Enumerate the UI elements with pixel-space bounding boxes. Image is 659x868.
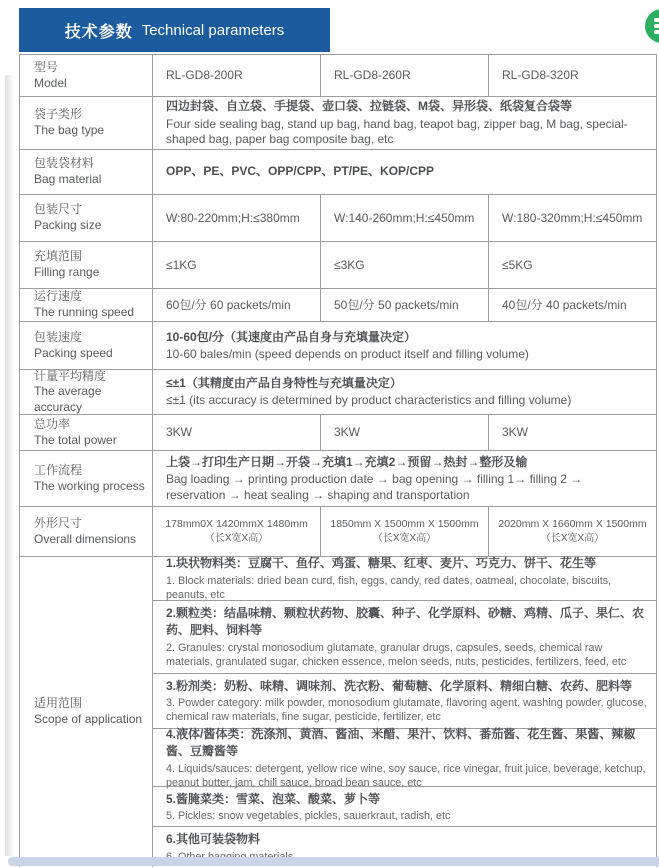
dimensions-cell: [321, 507, 489, 556]
row-label: [20, 415, 153, 450]
row-label-en: Bag material: [34, 172, 102, 186]
scope-list: [153, 557, 656, 867]
bag-material-value: OPP、PE、PVC、OPP/CPP、PT/PE、KOP/CPP: [166, 164, 435, 179]
scope-item-cn: 4.液体/酱体类：洗涤剂、黄酒、酱油、米醋、果汁、饮料、番茄酱、花生酱、果酱、辣椒酱、豆瓣酱等: [166, 726, 636, 759]
row-label-en: Overall dimensions: [34, 531, 137, 546]
row-label-cn: 袋子类形: [34, 107, 83, 122]
table-row-scope-of-application: [20, 557, 656, 867]
page-edge-shadow: [5, 75, 14, 856]
model-cell: RL-GD8-260R: [321, 55, 489, 96]
working-process-cell: [153, 451, 656, 506]
average-accuracy-en: ≤±1 (its accuracy is determined by product characteristics and filling volume): [166, 393, 572, 408]
row-label-en: The working process: [34, 478, 145, 493]
row-label: [20, 150, 153, 194]
bag-material-cell: [153, 150, 656, 194]
scope-item-pickles: [153, 787, 656, 827]
working-process-en: Bag loading → printing production date → bag opening → filling 1→ filling 2 → reservation → heat sealing → shaping and transportation: [166, 472, 583, 502]
row-label-cn: 计量平均精度: [34, 368, 107, 383]
row-label-en: The total power: [34, 432, 117, 447]
table-row-packing-size: [20, 195, 656, 242]
row-label-cn: 包装尺寸: [34, 202, 83, 217]
row-label-en: Filling range: [34, 265, 100, 279]
filling-range-cell: ≤3KG: [321, 242, 489, 288]
row-label-en: The running speed: [34, 305, 135, 319]
bottom-bar: [8, 857, 659, 866]
dimensions-size: 1850mm X 1500mm X 1500mm: [330, 518, 479, 531]
bag-type-cell: [153, 97, 656, 149]
table-row-total-power: [20, 415, 656, 451]
scope-item-en: 5. Pickles: snow vegetables, pickles, sauerkraut, radish, etc: [166, 809, 451, 822]
row-label: [20, 97, 153, 149]
row-label: [20, 242, 153, 288]
table-row-overall-dimensions: [20, 507, 656, 557]
scope-item-en: 3. Powder category: milk powder, monosodium glutamate, flavoring agent, washing powder, glucose, chemical raw materials, fine sugar, pesticide, fertilizer, etc: [166, 697, 647, 724]
dimensions-cell: [489, 507, 656, 556]
total-power-cell: 3KW: [321, 415, 489, 450]
row-label: [20, 507, 153, 556]
row-label-en: The average accuracy: [34, 384, 102, 414]
section-header: [19, 8, 330, 52]
scope-item-block-materials: [153, 557, 656, 601]
filling-range-cell: ≤1KG: [153, 242, 321, 288]
section-title-cn: 技术参数: [64, 23, 133, 41]
total-power-cell: 3KW: [502, 425, 529, 440]
row-label-cn: 外形尺寸: [34, 515, 83, 530]
table-row-working-process: [20, 451, 656, 507]
model-cell: RL-GD8-200R: [153, 55, 321, 96]
running-speed-cell: 40包/分 40 packets/min: [502, 297, 627, 312]
running-speed-cell: 50包/分 50 packets/min: [321, 289, 489, 321]
table-row-running-speed: [20, 289, 656, 322]
row-label: [20, 451, 153, 506]
row-label-cn: 适用范围: [34, 696, 83, 711]
bag-type-en: Four side sealing bag, stand up bag, hand bag, teapot bag, zipper bag, M bag, special-shaped bag, paper bag composite bag, etc: [166, 116, 628, 147]
row-label-cn: 运行速度: [34, 289, 83, 304]
table-row-model: [20, 55, 656, 97]
packing-size-cell: W:140-260mm;H:≤450mm: [321, 195, 489, 241]
table-row-packing-speed: [20, 322, 656, 370]
table-row-average-accuracy: [20, 370, 656, 415]
running-speed-cell: 60包/分 60 packets/min: [153, 289, 321, 321]
row-label: [20, 195, 153, 241]
row-label-cn: 包装速度: [34, 329, 83, 344]
packing-size-cell: W:80-220mm;H:≤380mm: [153, 195, 321, 241]
average-accuracy-cell: [153, 370, 656, 414]
row-label: [20, 322, 153, 369]
scope-item-liquids-sauces: [153, 726, 656, 789]
spec-table: [19, 54, 657, 867]
scope-item-cn: 3.粉剂类：奶粉、味精、调味剂、洗衣粉、葡萄糖、化学原料、精细白糖、农药、肥料等: [166, 678, 633, 693]
list-icon-bar: [654, 30, 659, 34]
row-label-cn: 充填范围: [34, 249, 83, 264]
scope-item-cn: 1.块状物料类：豆腐干、鱼仔、鸡蛋、糖果、红枣、麦片、巧克力、饼干、花生等: [166, 556, 597, 571]
row-label: [20, 55, 153, 96]
row-label-cn: 总功率: [34, 416, 71, 431]
scope-item-cn: 6.其他可装袋物料: [166, 832, 261, 847]
dimensions-note: （长X宽X高）: [540, 532, 605, 544]
model-cell: RL-GD8-320R: [502, 68, 579, 83]
packing-speed-cell: [153, 322, 656, 369]
row-label: [20, 289, 153, 321]
dimensions-cell: [153, 507, 321, 556]
average-accuracy-cn: ≤±1（其精度由产品自身特性与充填量决定）: [166, 376, 402, 390]
scope-item-powder: [153, 674, 656, 729]
total-power-cell: 3KW: [153, 415, 321, 450]
row-label: [20, 557, 153, 867]
packing-size-cell: W:180-320mm;H:≤450mm: [502, 210, 643, 225]
scope-item-cn: 2.颗粒类：结晶味精、颗粒状药物、胶囊、种子、化学原料、砂糖、鸡精、瓜子、果仁、农药、肥料、饲料等: [166, 606, 645, 638]
packing-speed-en: 10-60 bales/min (speed depends on product itself and filling volume): [166, 346, 529, 361]
row-label-en: Model: [34, 75, 67, 90]
scope-item-en: 2. Granules: crystal monosodium glutamate, granular drugs, capsules, seeds, chemical raw materials, granulated sugar, chicken essence, melon seeds, nuts, pesticides, fertilizers, feed, etc: [166, 641, 627, 668]
filling-range-cell: ≤5KG: [502, 257, 533, 272]
list-icon-bar: [654, 18, 659, 22]
row-label-cn: 包装袋材料: [34, 156, 95, 171]
dimensions-note: （长X宽X高）: [204, 532, 269, 544]
row-label-cn: 工作流程: [34, 462, 83, 477]
scope-item-en: 4. Liquids/sauces: detergent, yellow rice wine, soy sauce, rice vinegar, fruit juice, beverage, ketchup, peanut butter, jam, chili sauce, broad bean sauce, etc: [166, 762, 646, 789]
dimensions-note: （长X宽X高）: [372, 532, 437, 544]
bag-type-cn: 四边封袋、自立袋、手提袋、壶口袋、拉链袋、M袋、异形袋、纸袋复合袋等: [166, 99, 572, 114]
list-icon-bar: [654, 24, 659, 28]
table-row-bag-type: [20, 97, 656, 150]
working-process-cn: 上袋→打印生产日期→开袋→充填1→充填2→预留→热封→整形及输: [166, 454, 528, 469]
list-icon[interactable]: [645, 9, 659, 43]
scope-item-granules: [153, 601, 656, 674]
row-label-en: Packing speed: [34, 345, 113, 360]
row-label-en: Scope of application: [34, 712, 143, 726]
dimensions-size: 2020mm X 1660mm X 1500mm: [498, 518, 647, 531]
table-row-bag-material: [20, 150, 656, 195]
row-label: [20, 370, 153, 414]
row-label-en: Packing size: [34, 218, 102, 232]
dimensions-size: 178mm0X 1420mmX 1480mm: [165, 518, 308, 531]
row-label-en: The bag type: [34, 123, 105, 137]
scope-item-en: 1. Block materials: dried bean curd, fish, eggs, candy, red dates, oatmeal, chocolate, biscuits, peanuts, etc: [166, 574, 612, 601]
table-row-filling-range: [20, 242, 656, 289]
scope-item-cn: 5.酱腌菜类：雪菜、泡菜、酸菜、萝卜等: [166, 791, 381, 806]
packing-speed-cn: 10-60包/分（其速度由产品自身与充填量决定）: [166, 329, 417, 344]
row-label-cn: 型号: [34, 59, 59, 74]
section-title-en: Technical parameters: [141, 21, 285, 39]
